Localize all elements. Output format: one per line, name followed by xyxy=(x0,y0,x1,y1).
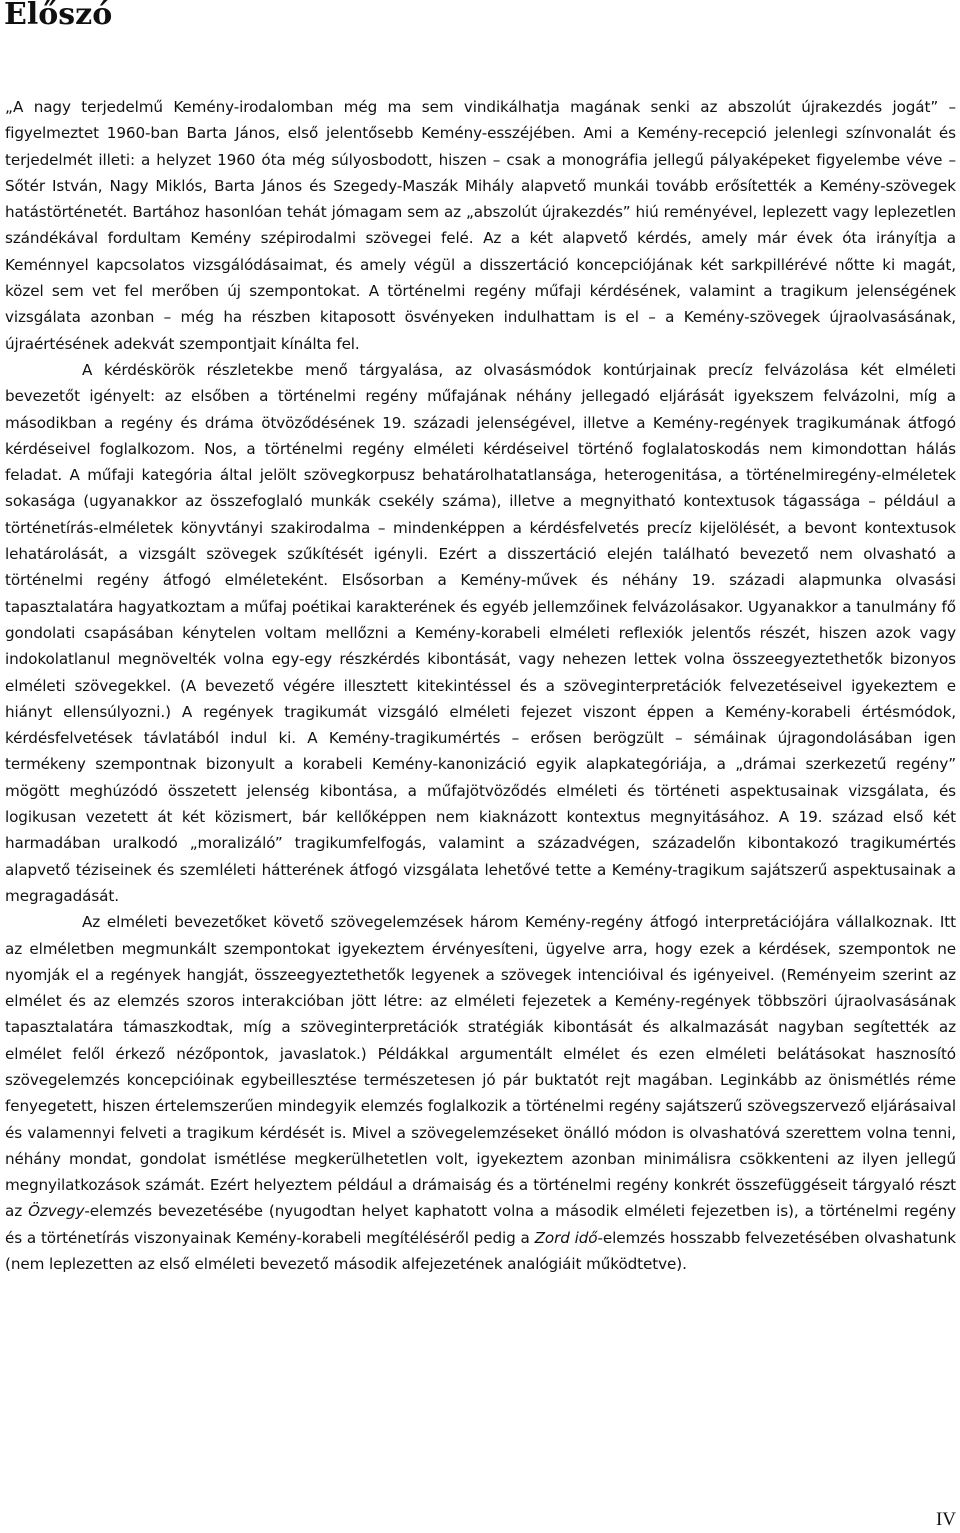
paragraph-1-text: „A nagy terjedelmű Kemény-irodalomban még ma sem vindikálhatja magának senki az abszolút újrakezdés jogát” – figyelmeztet 1960-ban Barta János, első jelentősebb Kemény-esszéjében. Ami a Kemény-recepció jelenlegi színvonalát és terjedelmét illeti: a helyzet 1960 óta még súlyosbodott, hiszen – csak a monográfia jellegű pályaképeket figyelembe véve – Sőtér István, Nagy Miklós, Barta János és Szegedy-Maszák Mihály alapvető munkái tovább erősítették a Kemény-szövegek hatástörténetét. Bartához hasonlóan tehát jómagam sem az „abszolút újrakezdés” hiú reményével, leplezett vagy leplezetlen szándékával fordultam Kemény szépirodalmi szövegei felé. Az a két alapvető kérdés, amely már évek óta irányítja a Keménnyel kapcsolatos vizsgálódásaimat, és amely végül a disszertáció koncepciójának két sarkpillérévé nőtte ki magát, közel sem vet fel merőben új szempontokat. A történelmi regény műfaji kérdésének, valamint a tragikum jelenségének vizsgálata azonban – még ha részben kitaposott ösvényeken indulhattam is el – a Kemény-szövegek újraolvasásának, újraértésének adekvát szempontjait kínálta fel. xyxy=(5,98,956,353)
body-text xyxy=(5,94,956,1277)
page-title: Előszó xyxy=(4,0,113,32)
paragraph-1 xyxy=(5,94,956,357)
paragraph-3-title-zord-ido: Zord idő xyxy=(534,1228,598,1247)
page-number: IV xyxy=(935,1509,956,1530)
paragraph-3-text-a: Az elméleti bevezetőket követő szövegelemzések három Kemény-regény átfogó interpretációjára vállalkoznak. Itt az elméletben megmunkált szempontokat igyekeztem érvényesíteni, ügyelve arra, hogy ezek a kérdések, szempontok ne nyomják el a regények hangját, összeegyeztethetők legyenek a szövegek intencióival és igényeivel. (Reményeim szerint az elmélet és az elemzés szoros interakcióban jött létre: az elméleti fejezetek a Kemény-regények többszöri újraolvasásának tapasztalatára támaszkodtak, míg a szöveginterpretációk stratégiák kibontását és alkalmazását nagyban segítették az elmélet felől érkező nézőpontok, javaslatok.) Példákkal argumentált elmélet és ezen elméleti belátásokat hasznosító szövegelemzés koncepcióinak egybeillesztése természetesen jó pár buktatót rejt magában. Leginkább az önismétlés réme fenyegetett, hiszen értelemszerűen mindegyik elemzés foglalkozik a történelmi regény sajátszerű szövegszervező eljárásaival és valamennyi felveti a tragikum kérdését is. Mivel a szövegelemzéseket önálló módon is olvashatóvá szerettem volna tenni, néhány mondat, gondolat ismétlése megkerülhetetlen volt, igyekeztem azonban minimálisra csökkenteni az ilyen jellegű megnyilatkozások számát. Ezért helyeztem például a drámaiság és a történelmi regény konkrét összefüggéseit tárgyaló részt az xyxy=(5,913,957,1221)
paragraph-3-text-c: -elemzés hosszabb felvezetésében olvashatunk (nem leplezetten az első elméleti bevezető második alfejezetének analógiáit működtetve). xyxy=(5,1228,956,1274)
paragraph-3 xyxy=(5,909,956,1277)
paragraph-2 xyxy=(5,357,956,909)
paragraph-3-text-b: -elemzés bevezetésébe (nyugodtan helyet kaphatott volna a második elméleti fejezetben is), a történelmi regény és a történetírás viszonyainak Kemény-korabeli megítéléséről pedig a xyxy=(5,1202,956,1247)
paragraph-3-title-ozvegy: Özvegy xyxy=(28,1202,85,1221)
paragraph-2-text: A kérdéskörök részletekbe menő tárgyalása, az olvasásmódok kontúrjainak precíz felvázolása két elméleti bevezetőt igényelt: az elsőben a történelmi regény műfajának néhány jellegadó eljárását igyekszem felvázolni, míg a másodikban a regény és dráma ötvöződésének 19. századi jelenségével, illetve a Kemény-regények tragikumának átfogó kérdéseivel foglalkozom. Nos, a történelmi regény elméleti kérdéseivel történő foglalatoskodás nem kimondottan hálás feladat. A műfaji kategória által jelölt szövegkorpusz behatárolhatatlansága, heterogenitása, a történelmiregény-elméletek sokasága (ugyanakkor az összefoglaló munkák csekély száma), illetve a megnyitható kontextusok tágassága – például a történetírás-elméletek könyvtányi szakirodalma – mindenképpen a kérdésfelvetés precíz kijelölését, a bevont kontextusok lehatárolását, a vizsgált szövegek szűkítését igényli. Ezért a disszertáció elején található bevezető nem olvasható a történelmi regény átfogó elméleteként. Elsősorban a Kemény-művek és néhány 19. századi alapmunka olvasási tapasztalatára hagyatkoztam a műfaj poétikai karakterének és egyéb jellemzőinek felvázolásakor. Ugyanakkor a tanulmány fő gondolati csapásában kénytelen voltam mellőzni a Kemény-korabeli elméleti reflexiók jelentős részét, hiszen azok vagy indokolatlanul megnövelték volna egy-egy részkérdés kibontását, vagy nehezen lettek volna összeegyeztethetők bizonyos elméleti szövegekkel. (A bevezető végére illesztett kitekintéssel és a szöveginterpretációk felvezetéseivel igyekeztem e hiányt ellensúlyozni.) A regények tragikumát vizsgáló elméleti fejezet viszont éppen a Kemény-korabeli értésmódok, kérdésfelvetések távlatából indul ki. A Kemény-tragikumértés – erősen berögzült – sémáinak újragondolásában igen termékeny szempontnak bizonyult a korabeli Kemény-kanonizáció egyik alapkategóriája, a „drámai szerkezetű regény” mögött meghúzódó összetett jelenség kibontása, a műfajötvöződés elméleti és történeti aspektusainak vizsgálata, és logikusan vezetett át két közismert, bár kellőképpen nem kiaknázott kontextus megnyitásához. A 19. század első két harmadában uralkodó „moralizáló” tragikumfelfogás, valamint a századvégen, századelőn kibontakozó tragikumértés alapvető téziseinek és szemléleti hátterének átfogó vizsgálata lehetővé tette a Kemény-tragikum sajátszerű aspektusainak a megragadását. xyxy=(5,360,956,905)
